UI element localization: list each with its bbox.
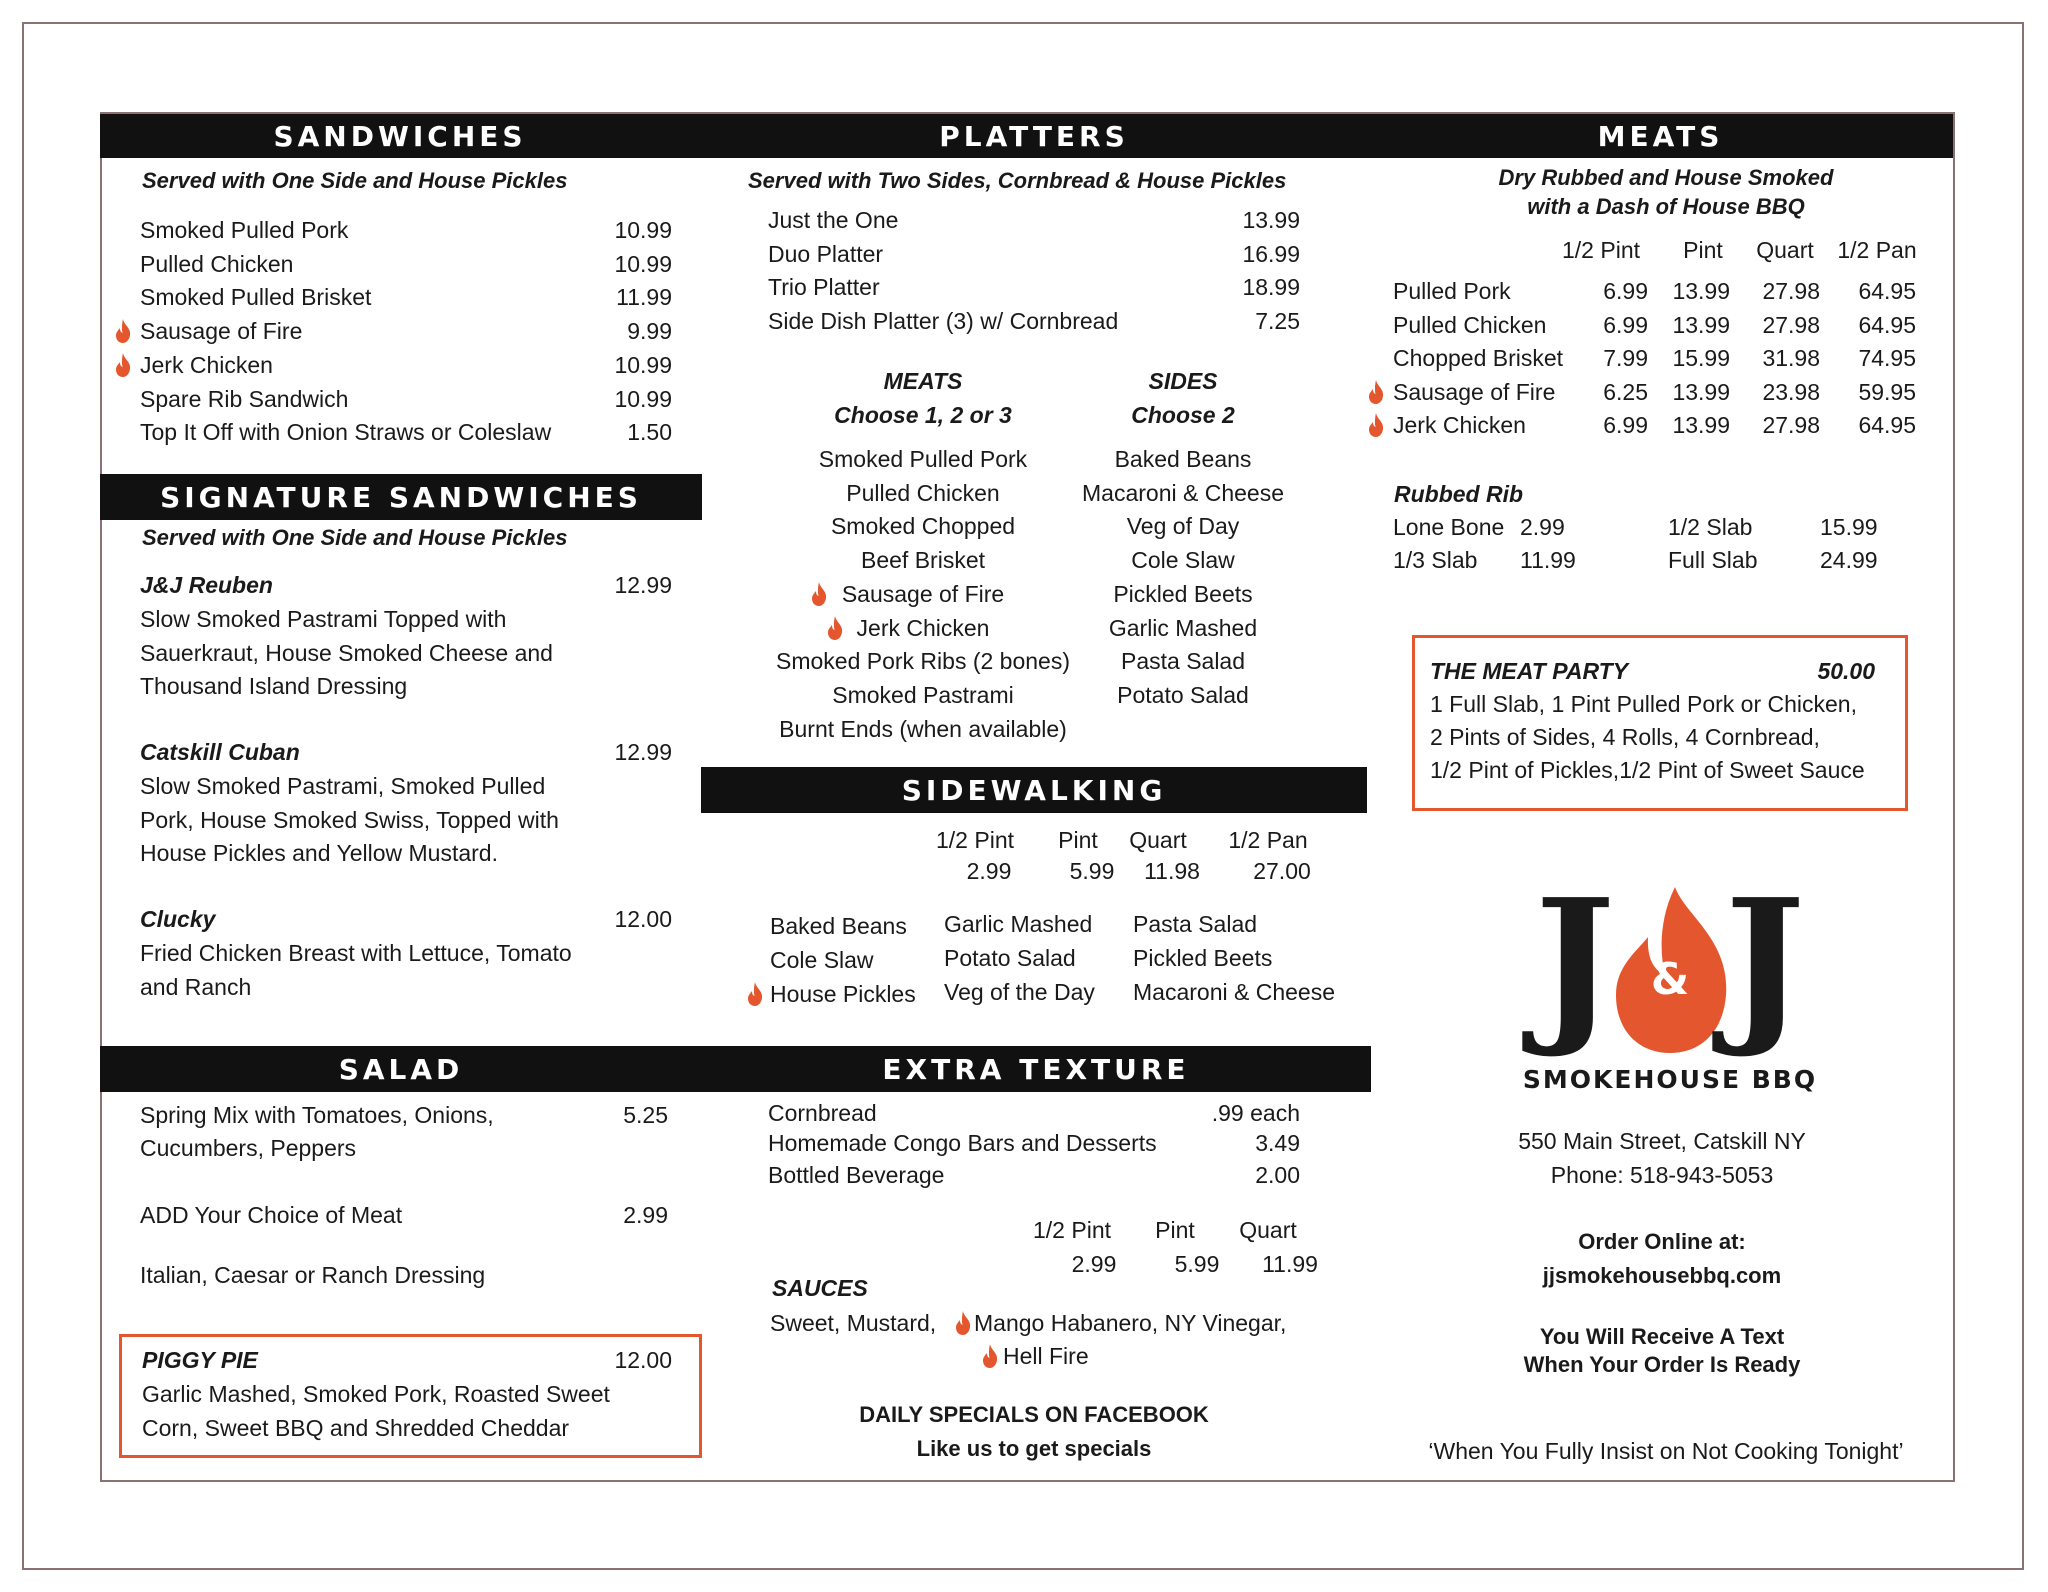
platters-title: PLATTERS <box>939 119 1129 153</box>
extra-item-price: 3.49 <box>1255 1130 1300 1156</box>
text-notice-2: When Your Order Is Ready <box>1523 1352 1801 1377</box>
sidewalk-size-price: 5.99 <box>1069 858 1115 884</box>
sidewalk-item: Cole Slaw <box>770 947 874 973</box>
meats-subtitle-1: Dry Rubbed and House Smoked <box>1498 165 1834 190</box>
platter-side-option: Veg of Day <box>1126 513 1240 540</box>
sauce-size-price: 5.99 <box>1174 1251 1220 1277</box>
platter-side-option: Macaroni & Cheese <box>1082 479 1284 506</box>
flame-icon <box>114 319 132 343</box>
rib-item-name: 1/3 Slab <box>1393 547 1478 573</box>
meats-size-label: Pint <box>1683 237 1723 263</box>
sandwich-name: Jerk Chicken <box>140 351 273 378</box>
signature-subtitle: Served with One Side and House Pickles <box>142 525 568 550</box>
platter-meats-subheading: Choose 1, 2 or 3 <box>834 402 1012 428</box>
salad-item-name: Italian, Caesar or Ranch Dressing <box>140 1262 486 1288</box>
meats-row-price: 64.95 <box>1858 311 1916 338</box>
sidewalking-title: SIDEWALKING <box>901 773 1167 807</box>
tagline: ‘When You Fully Insist on Not Cooking Tonight’ <box>1428 1438 1904 1464</box>
rib-item-name: 1/2 Slab <box>1668 514 1753 540</box>
sidewalk-item: Garlic Mashed <box>944 911 1093 937</box>
flame-icon <box>826 616 844 640</box>
meats-row-price: 6.99 <box>1603 278 1648 304</box>
sauce-size-price: 2.99 <box>1071 1251 1117 1277</box>
meat-party-price: 50.00 <box>1817 658 1875 684</box>
sidewalk-size-price: 2.99 <box>966 858 1012 884</box>
rubbed-rib-heading: Rubbed Rib <box>1394 481 1524 507</box>
platter-name: Trio Platter <box>768 274 880 301</box>
sidewalk-size-label: 1/2 Pan <box>1228 827 1308 853</box>
jj-logo <box>1490 862 1850 1095</box>
platter-price: 13.99 <box>1242 207 1300 233</box>
extra-texture-header <box>701 1046 1371 1092</box>
extra-item-price: .99 each <box>1211 1100 1300 1126</box>
platter-meat-option: Smoked Pork Ribs (2 bones) <box>775 648 1070 675</box>
sandwich-price: 10.99 <box>614 351 672 378</box>
sidewalk-item: Veg of the Day <box>944 979 1095 1005</box>
extra-item-name: Homemade Congo Bars and Desserts <box>768 1130 1157 1156</box>
piggy-pie-name: PIGGY PIE <box>142 1347 258 1373</box>
salad-item-name: Spring Mix with Tomatoes, Onions, <box>140 1102 494 1128</box>
flame-icon <box>810 582 828 606</box>
meat-party-desc-3: 1/2 Pint of Pickles,1/2 Pint of Sweet Sauce <box>1430 757 1865 783</box>
meats-row-price: 23.98 <box>1762 378 1820 405</box>
flame-icon <box>746 982 764 1006</box>
sauce-size-label: 1/2 Pint <box>1033 1217 1111 1243</box>
signature-item-desc: Slow Smoked Pastrami, Smoked Pulled <box>140 773 546 799</box>
signature-item-price: 12.99 <box>614 572 672 598</box>
signature-item-desc: Thousand Island Dressing <box>140 673 408 699</box>
extra-texture-title: EXTRA TEXTURE <box>882 1052 1190 1086</box>
meat-party-name: THE MEAT PARTY <box>1430 658 1629 684</box>
meats-row-price: 27.98 <box>1762 311 1820 338</box>
meats-subtitle-2: with a Dash of House BBQ <box>1527 194 1805 219</box>
sandwich-price: 10.99 <box>614 217 672 243</box>
platter-side-option: Baked Beans <box>1114 446 1252 472</box>
sidewalk-size-price: 11.98 <box>1144 858 1200 884</box>
platter-meats-heading: MEATS <box>883 368 963 394</box>
piggy-pie-desc-2: Corn, Sweet BBQ and Shredded Cheddar <box>142 1415 570 1441</box>
meats-row-price: 64.95 <box>1858 278 1916 304</box>
salad-item-name: ADD Your Choice of Meat <box>140 1202 403 1228</box>
sidewalking-header <box>701 767 1367 813</box>
meats-row-price: 13.99 <box>1672 378 1730 405</box>
sidewalk-size-label: 1/2 Pint <box>936 827 1014 853</box>
meats-row-price: 6.99 <box>1603 311 1648 338</box>
platter-side-option: Garlic Mashed <box>1108 614 1258 641</box>
signature-title: SIGNATURE SANDWICHES <box>160 480 642 514</box>
sandwich-price: 10.99 <box>614 385 672 412</box>
signature-item-desc: House Pickles and Yellow Mustard. <box>140 840 498 866</box>
meats-row-price: 27.98 <box>1762 278 1820 304</box>
flame-icon <box>1367 413 1385 437</box>
platter-meat-option: Jerk Chicken <box>856 614 990 641</box>
sandwiches-subtitle: Served with One Side and House Pickles <box>142 168 568 193</box>
rib-item-price: 11.99 <box>1520 547 1576 573</box>
salad-title: SALAD <box>338 1052 464 1086</box>
meats-row-name: Chopped Brisket <box>1393 345 1564 371</box>
salad-item-name: Cucumbers, Peppers <box>140 1135 357 1161</box>
signature-header <box>100 474 702 520</box>
sidewalk-size-label: Pint <box>1058 827 1098 853</box>
platter-sides-subheading: Choose 2 <box>1131 402 1235 428</box>
sandwich-price: 10.99 <box>614 250 672 277</box>
sidewalk-item: Potato Salad <box>944 945 1076 971</box>
platter-sides-heading: SIDES <box>1148 368 1218 394</box>
platter-name: Side Dish Platter (3) w/ Cornbread <box>768 308 1119 335</box>
meats-row-price: 15.99 <box>1672 345 1730 371</box>
sandwich-price: 1.50 <box>627 419 672 446</box>
piggy-pie-box <box>119 1334 702 1458</box>
sandwich-name: Smoked Pulled Brisket <box>140 284 372 311</box>
sandwich-name: Pulled Chicken <box>140 250 294 277</box>
text-notice-1: You Will Receive A Text <box>1539 1324 1785 1349</box>
flame-icon <box>114 353 132 377</box>
sauce-size-label: Quart <box>1239 1217 1297 1243</box>
piggy-pie-desc-1: Garlic Mashed, Smoked Pork, Roasted Sweet <box>142 1381 610 1407</box>
signature-item-desc: Pork, House Smoked Swiss, Topped with <box>140 806 559 833</box>
signature-item-desc: Fried Chicken Breast with Lettuce, Tomato <box>140 940 572 966</box>
platter-name: Duo Platter <box>768 240 884 267</box>
platters-header <box>700 114 1368 158</box>
meat-party-box <box>1412 635 1908 811</box>
logo-subtitle: SMOKEHOUSE BBQ <box>1522 1065 1818 1094</box>
platter-side-option: Pasta Salad <box>1120 648 1246 675</box>
platter-side-option: Cole Slaw <box>1131 547 1235 574</box>
meats-row-price: 64.95 <box>1858 412 1916 438</box>
platter-price: 18.99 <box>1242 274 1300 301</box>
meats-header <box>1368 114 1953 158</box>
sandwich-price: 9.99 <box>627 318 672 345</box>
website-link[interactable]: jjsmokehousebbq.com <box>1542 1263 1782 1288</box>
salad-item-price: 2.99 <box>623 1202 668 1228</box>
phone: Phone: 518-943-5053 <box>1550 1162 1774 1188</box>
sauce-size-label: Pint <box>1155 1217 1195 1243</box>
sauces-line-a: Sweet, Mustard, <box>770 1310 937 1336</box>
meats-size-label: 1/2 Pint <box>1562 237 1640 263</box>
signature-item-price: 12.99 <box>614 739 672 765</box>
rib-item-price: 24.99 <box>1820 547 1878 573</box>
rib-item-name: Lone Bone <box>1393 514 1505 540</box>
salad-item-price: 5.25 <box>623 1102 668 1128</box>
platter-meat-option: Smoked Pastrami <box>832 681 1014 708</box>
platter-side-option: Pickled Beets <box>1113 580 1253 607</box>
flame-icon <box>1367 380 1385 404</box>
sandwich-name: Sausage of Fire <box>140 318 303 345</box>
logo-letter-right: J <box>1724 862 1806 1062</box>
meats-row-name: Pulled Chicken <box>1393 311 1547 338</box>
salad-header <box>100 1046 702 1092</box>
platter-meat-option: Sausage of Fire <box>841 580 1005 607</box>
meats-row-price: 74.95 <box>1858 345 1916 371</box>
extra-item-price: 2.00 <box>1255 1162 1300 1188</box>
meats-row-name: Sausage of Fire <box>1393 378 1556 405</box>
logo-ampersand: & <box>1650 954 1690 1005</box>
meats-row-price: 7.99 <box>1603 345 1648 371</box>
sidewalk-item: Pasta Salad <box>1133 911 1258 937</box>
sidewalk-size-label: Quart <box>1129 827 1187 853</box>
facebook-like-text: Like us to get specials <box>916 1436 1152 1461</box>
meats-row-price: 27.98 <box>1762 412 1820 438</box>
order-online-heading: Order Online at: <box>1578 1229 1746 1254</box>
signature-item-desc: Sauerkraut, House Smoked Cheese and <box>140 639 553 666</box>
sidewalk-item: Macaroni & Cheese <box>1133 979 1335 1005</box>
rib-item-name: Full Slab <box>1668 547 1758 573</box>
sandwich-name: Top It Off with Onion Straws or Coleslaw <box>140 419 552 446</box>
platter-price: 16.99 <box>1242 240 1300 267</box>
platter-side-option: Potato Salad <box>1117 681 1249 708</box>
sidewalk-item: Pickled Beets <box>1133 945 1273 971</box>
sauces-line-c: Hell Fire <box>1003 1343 1089 1369</box>
sauce-size-price: 11.99 <box>1262 1251 1318 1277</box>
platter-price: 7.25 <box>1255 308 1300 335</box>
sandwich-name: Smoked Pulled Pork <box>140 217 349 243</box>
sidewalk-size-price: 27.00 <box>1253 858 1311 884</box>
meats-row-price: 31.98 <box>1762 345 1820 371</box>
platters-subtitle: Served with Two Sides, Cornbread & House Pickles <box>748 168 1287 193</box>
meats-size-label: 1/2 Pan <box>1837 237 1917 263</box>
logo-letter-left: J <box>1534 862 1616 1062</box>
meats-row-price: 13.99 <box>1672 311 1730 338</box>
signature-item-price: 12.00 <box>614 906 672 932</box>
signature-item-name: Catskill Cuban <box>140 739 300 765</box>
rib-item-price: 15.99 <box>1820 514 1878 540</box>
sandwiches-header <box>100 114 700 158</box>
meat-party-desc-2: 2 Pints of Sides, 4 Rolls, 4 Cornbread, <box>1430 724 1820 750</box>
daily-specials: DAILY SPECIALS ON FACEBOOK <box>859 1402 1209 1427</box>
meats-row-name: Pulled Pork <box>1393 278 1511 304</box>
sauces-line-b: Mango Habanero, NY Vinegar, <box>974 1310 1287 1336</box>
meats-title: MEATS <box>1597 119 1724 153</box>
signature-item-name: Clucky <box>140 906 216 932</box>
meats-row-price: 59.95 <box>1858 378 1916 405</box>
sidewalk-item: House Pickles <box>770 981 916 1007</box>
sauces-heading: SAUCES <box>772 1275 868 1301</box>
sandwiches-title: SANDWICHES <box>273 119 527 153</box>
flame-icon <box>981 1344 999 1368</box>
flame-icon <box>954 1311 972 1335</box>
piggy-pie-price: 12.00 <box>614 1347 672 1373</box>
platter-meat-option: Smoked Chopped <box>830 513 1016 540</box>
platter-meat-option: Beef Brisket <box>861 547 985 574</box>
meats-size-label: Quart <box>1756 237 1814 263</box>
address: 550 Main Street, Catskill NY <box>1518 1128 1806 1154</box>
sidewalk-item: Baked Beans <box>770 913 907 939</box>
platter-meat-option: Smoked Pulled Pork <box>818 446 1028 472</box>
rib-item-price: 2.99 <box>1520 514 1565 540</box>
signature-item-desc: and Ranch <box>140 973 252 1000</box>
meats-row-price: 6.99 <box>1603 412 1648 438</box>
signature-item-desc: Slow Smoked Pastrami Topped with <box>140 606 507 632</box>
meats-row-price: 6.25 <box>1603 378 1648 405</box>
meats-row-price: 13.99 <box>1672 412 1730 438</box>
sandwich-price: 11.99 <box>616 284 672 311</box>
meats-row-name: Jerk Chicken <box>1393 412 1526 438</box>
platter-meat-option: Burnt Ends (when available) <box>779 715 1067 742</box>
extra-item-name: Bottled Beverage <box>768 1162 945 1188</box>
signature-item-name: J&J Reuben <box>140 572 273 598</box>
meat-party-desc-1: 1 Full Slab, 1 Pint Pulled Pork or Chicken, <box>1430 691 1857 717</box>
platter-name: Just the One <box>768 207 899 233</box>
extra-item-name: Cornbread <box>768 1100 877 1126</box>
platter-meat-option: Pulled Chicken <box>846 479 1000 506</box>
sandwich-name: Spare Rib Sandwich <box>140 385 349 412</box>
meats-row-price: 13.99 <box>1672 278 1730 304</box>
